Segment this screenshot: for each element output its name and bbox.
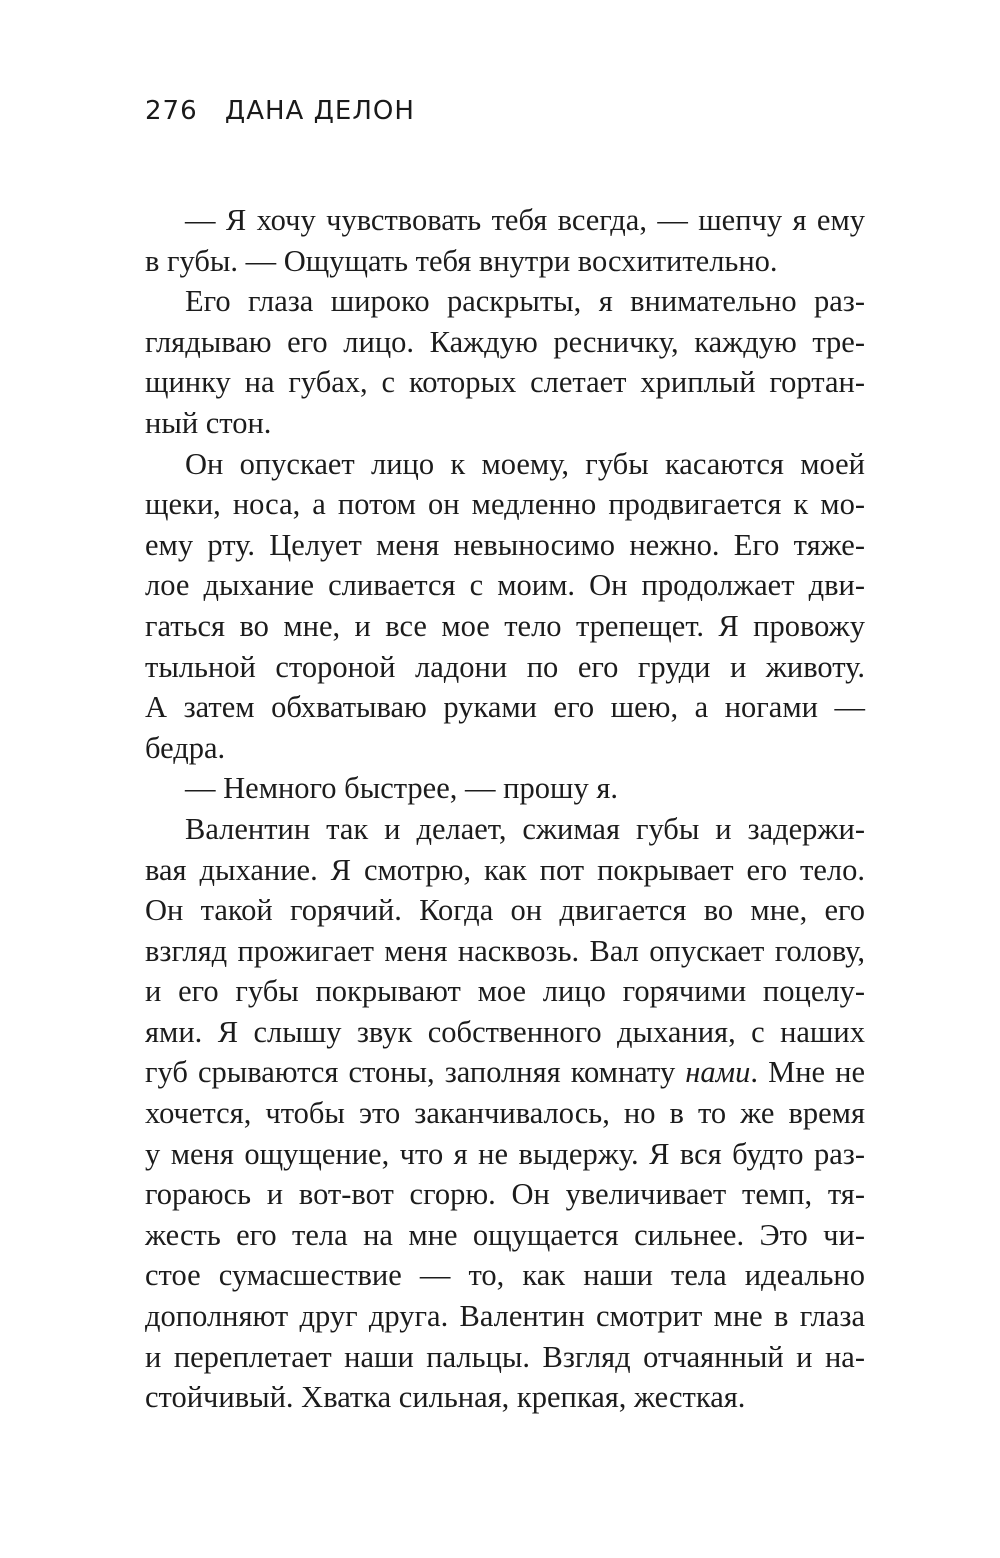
body-text bbox=[145, 200, 865, 1418]
text-line: взгляд прожигает меня насквозь. Вал опускает голову, bbox=[145, 933, 865, 968]
text-line: ный стон. bbox=[145, 405, 272, 440]
text-line: бедра. bbox=[145, 730, 226, 765]
text-line: и переплетает наши пальцы. Взгляд отчаянный и на- bbox=[145, 1339, 865, 1374]
running-header bbox=[145, 96, 415, 126]
text-line: глядываю его лицо. Каждую ресничку, каждую тре- bbox=[145, 324, 865, 359]
text-line: в губы. — Ощущать тебя внутри восхитительно. bbox=[145, 243, 778, 278]
text-line: Валентин так и делает, сжимая губы и задержи- bbox=[185, 811, 865, 846]
text-line: щеки, носа, а потом он медленно продвигается к мо- bbox=[145, 487, 865, 522]
text-segment: губ срываются стоны, заполняя комнату bbox=[145, 1055, 676, 1090]
text-line: лое дыхание сливается с моим. Он продолжает дви- bbox=[145, 568, 865, 603]
text-segment: . Мне не bbox=[750, 1055, 866, 1090]
text-line: ему рту. Целует меня невыносимо нежно. Его тяже- bbox=[145, 527, 865, 562]
text-line: тыльной стороной ладони по его груди и животу. bbox=[145, 649, 865, 684]
text-line: стое сумасшествие — то, как наши тела идеально bbox=[145, 1258, 865, 1293]
page-number: 276 bbox=[145, 96, 198, 126]
text-line: ями. Я слышу звук собственного дыхания, с наших bbox=[145, 1014, 865, 1049]
author-name: ДАНА ДЕЛОН bbox=[224, 96, 415, 126]
text-line: хочется, чтобы это заканчивалось, но в то же время bbox=[145, 1096, 865, 1131]
text-line: жесть его тела на мне ощущается сильнее. Это чи- bbox=[145, 1217, 865, 1252]
text-line: Его глаза широко раскрыты, я внимательно раз- bbox=[185, 284, 865, 319]
text-line: щинку на губах, с которых слетает хриплый гортан- bbox=[145, 365, 865, 400]
text-line: стойчивый. Хватка сильная, крепкая, жесткая. bbox=[145, 1380, 746, 1415]
text-line: вая дыхание. Я смотрю, как пот покрывает его тело. bbox=[145, 852, 865, 887]
text-line: Он такой горячий. Когда он двигается во мне, его bbox=[145, 893, 865, 928]
text-line: дополняют друг друга. Валентин смотрит мне в глаза bbox=[145, 1299, 865, 1334]
text-line: гаться во мне, и все мое тело трепещет. Я провожу bbox=[145, 608, 865, 643]
text-line: А затем обхватываю руками его шею, а ногами — bbox=[145, 690, 865, 725]
text-line: — Немного быстрее, — прошу я. bbox=[185, 771, 618, 806]
text-line-with-emphasis bbox=[145, 1052, 865, 1093]
text-line: у меня ощущение, что я не выдержу. Я вся будто раз- bbox=[145, 1136, 865, 1171]
text-line: — Я хочу чувствовать тебя всегда, — шепчу я ему bbox=[185, 203, 865, 237]
emphasized-word: нами bbox=[685, 1055, 751, 1090]
text-line: гораюсь и вот-вот сгорю. Он увеличивает темп, тя- bbox=[145, 1177, 865, 1212]
text-line: и его губы покрывают мое лицо горячими поцелу- bbox=[145, 974, 865, 1009]
text-line: Он опускает лицо к моему, губы касаются моей bbox=[185, 446, 865, 481]
